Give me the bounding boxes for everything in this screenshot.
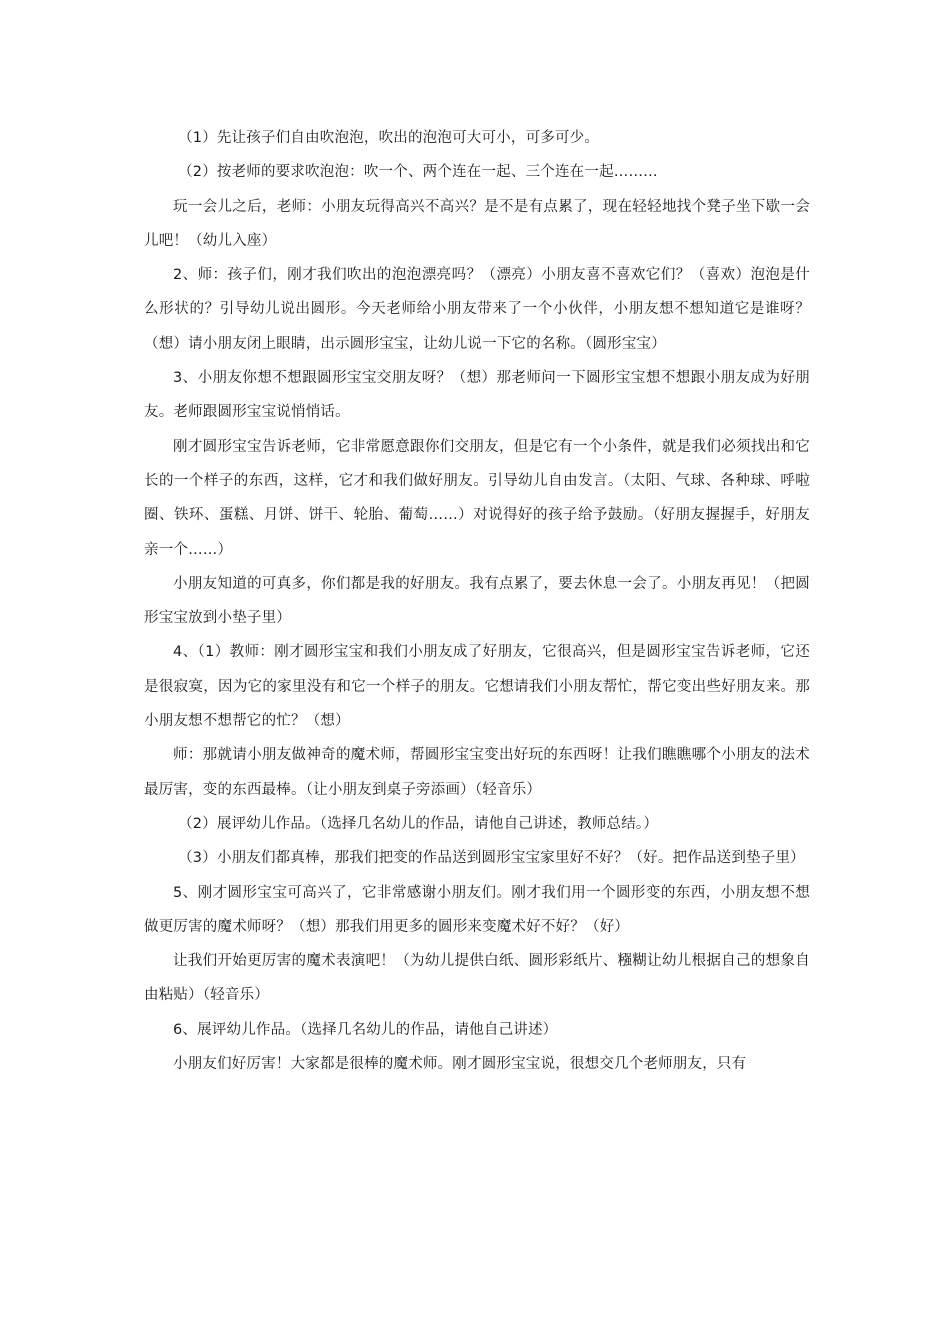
paragraph-13: 让我们开始更厉害的魔术表演吧！（为幼儿提供白纸、圆形彩纸片、糨糊让幼儿根据自己的想象自由粘贴）（轻音乐） [144,953,810,1004]
paragraph-12: 5、刚才圆形宝宝可高兴了，它非常感谢小朋友们。刚才我们用一个圆形变的东西，小朋友想不想做更厉害的魔术师呀？（想）那我们用更多的圆形来变魔术好不好？（好） [144,884,810,935]
paragraph-3: 玩一会儿之后，老师：小朋友玩得高兴不高兴？是不是有点累了，现在轻轻地找个凳子坐下歇一会儿吧！（幼儿入座） [144,198,810,249]
paragraph-14: 6、展评幼儿作品。（选择几名幼儿的作品，请他自己讲述） [173,1021,558,1038]
paragraph-1: （1）先让孩子们自由吹泡泡，吹出的泡泡可大可小，可多可少。 [178,130,600,146]
paragraph-6: 刚才圆形宝宝告诉老师，它非常愿意跟你们交朋友，但是它有一个小条件，就是我们必须找出和它长的一个样子的东西，这样，它才和我们做好朋友。引导幼儿自由发言。（太阳、气球、各种球、呼啦圈、铁环、蛋糕、月饼、饼干、轮胎、葡萄……）对说得好的孩子给予鼓励。（好朋友握握手，好朋友亲一个……） [144,438,810,558]
paragraph-4: 2、师：孩子们，刚才我们吹出的泡泡漂亮吗？（漂亮）小朋友喜不喜欢它们？（喜欢）泡泡是什么形状的？引导幼儿说出圆形。今天老师给小朋友带来了一个小伙伴，小朋友想不想知道它是谁呀？（想）请小朋友闭上眼睛，出示圆形宝宝，让幼儿说一下它的名称。（圆形宝宝） [144,267,810,352]
paragraph-10: （2）展评幼儿作品。（选择几名幼儿的作品，请他自己讲述，教师总结。） [178,815,659,832]
paragraph-15: 小朋友们好厉害！大家都是很棒的魔术师。刚才圆形宝宝说，很想交几个老师朋友，只有 [173,1056,747,1073]
document-body [144,121,810,1081]
paragraph-7: 小朋友知道的可真多，你们都是我的好朋友。我有点累了，要去休息一会了。小朋友再见！（把圆形宝宝放到小垫子里） [144,575,810,627]
paragraph-2: （2）按老师的要求吹泡泡：吹一个、两个连在一起、三个连在一起……… [178,164,658,181]
paragraph-11: （3）小朋友们都真棒，那我们把变的作品送到圆形宝宝家里好不好？（好。把作品送到垫子里） [178,850,805,867]
paragraph-9: 师：那就请小朋友做神奇的魔术师，帮圆形宝宝变出好玩的东西呀！让我们瞧瞧哪个小朋友的法术最厉害，变的东西最棒。（让小朋友到桌子旁添画）（轻音乐） [144,747,810,798]
paragraph-5: 3、小朋友你想不想跟圆形宝宝交朋友呀？（想）那老师问一下圆形宝宝想不想跟小朋友成为好朋友。老师跟圆形宝宝说悄悄话。 [144,370,810,421]
paragraph-8: 4、（1）教师：刚才圆形宝宝和我们小朋友成了好朋友，它很高兴，但是圆形宝宝告诉老师，它还是很寂寞，因为它的家里没有和它一个样子的朋友。它想请我们小朋友帮忙，帮它变出些好朋友来。那小朋友想不想帮它的忙？（想） [144,644,810,730]
